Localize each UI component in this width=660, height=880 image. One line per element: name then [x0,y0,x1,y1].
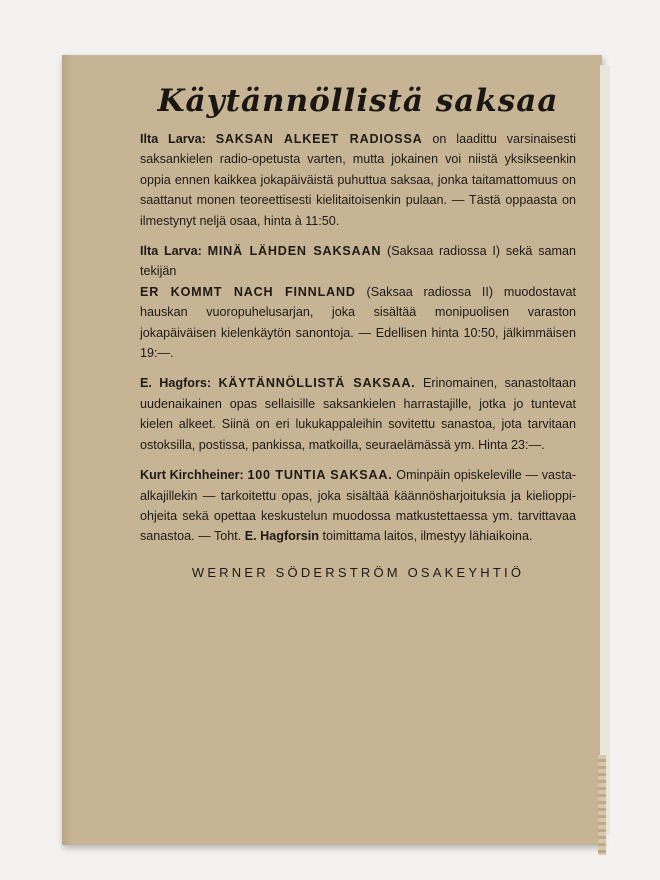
book-entry-2 [140,241,576,363]
entry-text: Erinomainen, sanastoltaan uudenaikainen opas sellaisille saksankielen harrastajille, jotka jo tuntevat kielen alkeet. Siinä on eri lukukappaleihin sovitettu sanastoa, jota tarvitaan ostoksilla, postissa, pankissa, matkoilla, seuraelämässä ym. Hinta 23:—. [140,376,577,452]
book-back-cover [62,55,602,845]
entry-text: Ominpäin opiskeleville — vasta-alkajillekin — tarkoitettu opas, joka sisältää käännösharjoituksia ja kielioppi-ohjeita sekä opettaa keskustelun muodossa matkustettaessa ym. tarvittavaa sanastoa. — Toht. [140,468,577,544]
publisher-name: WERNER SÖDERSTRÖM OSAKEYHTIÖ [191,564,525,580]
entry-text-secondary: (Saksaa radiossa II) muodostavat hauskan vuoropuhelusarjan, joka sisältää monipuolisen varaston jokapäiväisen kielenkäytön sanontoja. — Edellisen hinta 10:50, jälkimmäisen 19:—. [140,284,576,361]
entry-text: (Saksaa radiossa I) sekä saman tekijän [140,244,577,279]
cover-text [140,83,576,580]
entry-editor: E. Hagforsin [244,529,319,544]
book-entry-1 [140,129,576,231]
entry-title: MINÄ LÄHDEN SAKSAAN [207,244,382,259]
entry-text-secondary: toimittama laitos, ilmestyy lähiaikoina. [322,529,533,544]
book-entry-4 [140,465,576,547]
entry-text: on laadittu varsinaisesti saksankielen radio-opetusta varten, mutta jokainen voi niistä yksikseenkin oppia ennen kaikkea jokapäiväistä puhuttua saksaa, jonka taitamattomuus on saattanut monen teoreettisesti kielitaitoisenkin pulaan. — Tästä oppaasta on ilmestynyt neljä osaa, hinta à 11:50. [140,132,577,228]
worn-spine [598,755,606,855]
entry-title: KÄYTÄNNÖLLISTÄ SAKSAA. [218,376,416,391]
entry-author: Kurt Kirchheiner: [140,468,244,483]
entry-title: SAKSAN ALKEET RADIOSSA [215,132,423,146]
page-edge [600,65,610,835]
entry-title: 100 TUNTIA SAKSAA. [247,468,393,483]
book-entry-3 [140,373,576,455]
cover-heading: Käytännöllistä saksaa [157,83,559,119]
entry-title-secondary: ER KOMMT NACH FINNLAND [140,284,356,299]
entry-author: Ilta Larva: [140,244,202,259]
entry-author: Ilta Larva: [140,132,206,146]
entry-author: E. Hagfors: [140,376,212,391]
